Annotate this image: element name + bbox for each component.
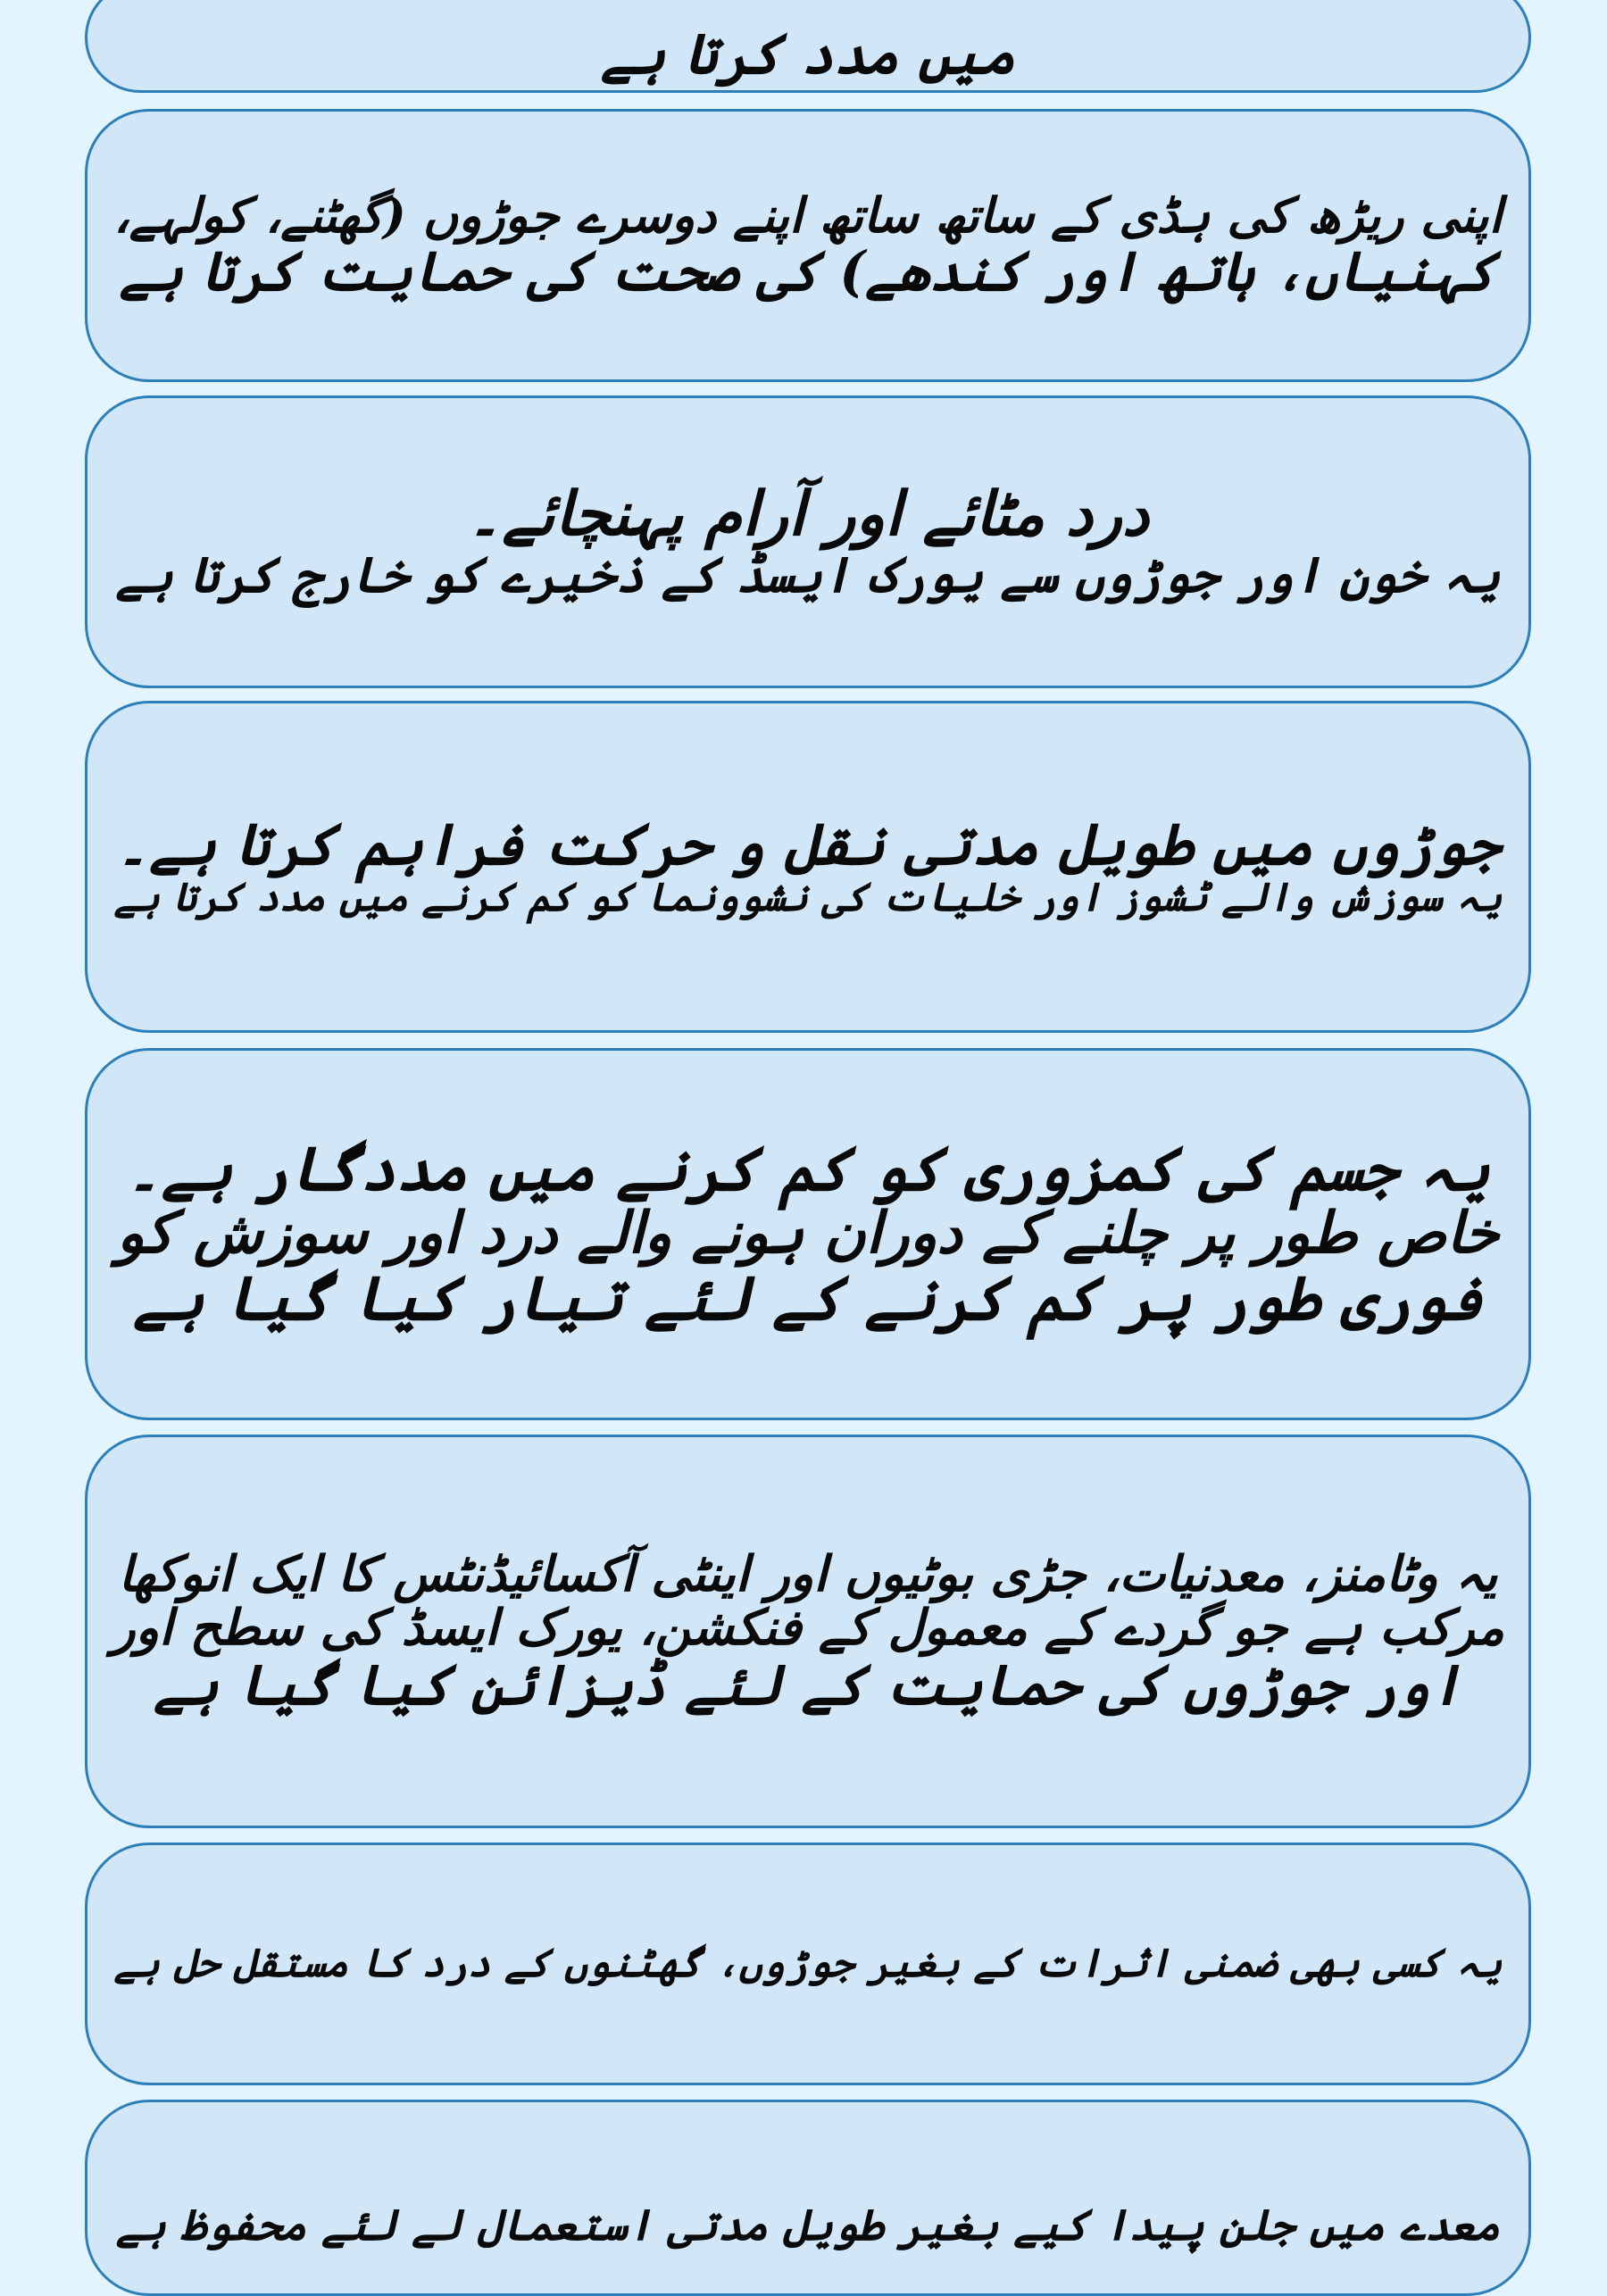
benefit-card-5: [85, 1048, 1531, 1420]
benefit-line: کہنیاں، ہاتھ اور کندھے) کی صحت کی حمایت کرتا ہے: [119, 240, 1497, 304]
benefit-line: اور جوڑوں کی حمایت کے لئے ڈیزائن کیا گیا ہے: [154, 1651, 1462, 1718]
benefit-card-6: [85, 1435, 1531, 1828]
benefit-line: یہ جسم کی کمزوری کو کم کرنے میں مددگار ہے۔: [126, 1133, 1490, 1205]
benefit-line: یہ سوزش والے ٹشوز اور خلیات کی نشوونما کو کم کرنے میں مدد کرتا ہے: [113, 875, 1503, 920]
benefit-line: اپنی ریڑھ کی ہڈی کے ساتھ ساتھ اپنے دوسرے جوڑوں (گھٹنے، کولہے،: [113, 186, 1503, 244]
benefit-line: معدے میں جلن پیدا کیے بغیر طویل مدتی استعمال لے لئے محفوظ ہے: [115, 2200, 1501, 2250]
benefit-line: مرکب ہے جو گردے کے معمول کے فنکشن، یورک ایسڈ کی سطح اور: [112, 1598, 1504, 1657]
benefit-card-3: [85, 395, 1531, 688]
benefit-line: خاص طور پر چلنے کے دوران ہونے والے درد اور سوزش کو: [116, 1200, 1500, 1268]
benefit-card-1: [85, 0, 1531, 93]
benefit-line: یہ کسی بھی ضمنی اثرات کے بغیر جوڑوں، گھٹنوں کے درد کا مستقل حل ہے: [113, 1940, 1503, 1986]
benefit-line: میں مدد کرتا ہے: [600, 21, 1016, 87]
benefit-card-4: [85, 701, 1531, 1033]
benefit-card-2: [85, 109, 1531, 382]
benefit-line: درد مٹائے اور آرام پہنچائے۔: [466, 478, 1150, 551]
benefit-line: یہ خون اور جوڑوں سے یورک ایسڈ کے ذخیرے کو خارج کرتا ہے: [115, 545, 1501, 604]
benefit-card-7: [85, 1843, 1531, 2085]
benefit-card-8: [85, 2100, 1531, 2296]
benefit-line: جوڑوں میں طویل مدتی نقل و حرکت فراہم کرتا ہے۔: [115, 811, 1501, 878]
benefit-line: فوری طور پر کم کرنے کے لئے تیار کیا گیا ہے: [133, 1262, 1483, 1335]
benefit-line: یہ وٹامنز، معدنیات، جڑی بوٹیوں اور اینٹی آکسائیڈنٹس کا ایک انوکھا: [118, 1543, 1498, 1602]
